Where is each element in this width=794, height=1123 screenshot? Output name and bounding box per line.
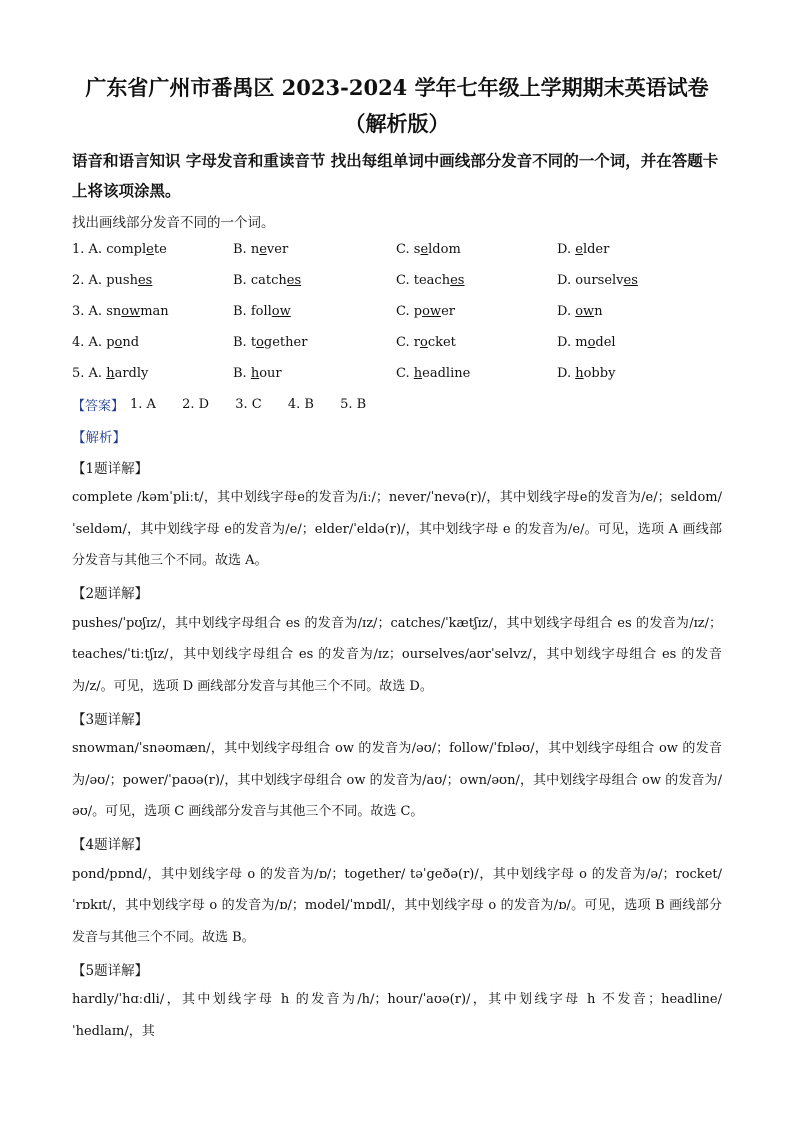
- detail-heading: 【2题详解】: [72, 586, 149, 602]
- answer-item: 2. D: [182, 397, 210, 412]
- option-b: B. follow: [233, 304, 291, 319]
- question-row: [72, 265, 722, 296]
- detail-text: pond/pɒnd/，其中划线字母 o 的发音为/ɒ/；together/ təˈgeðə(r)/，其中划线字母 o 的发音为/ə/；rocket/ˈrɒkɪt/，其中划线字母 o 的发音为/ɒ/；model/ˈmɒdl/，其中划线字母 o 的发音为/ɒ/。可见，选项 B 画线部分发音与其他三个不同。故选 B。: [72, 866, 722, 945]
- answer-item: 1. A: [130, 397, 156, 412]
- option-c: C. power: [396, 304, 455, 319]
- detail-text: snowman/ˈsnəʊmæn/，其中划线字母组合 ow 的发音为/əʊ/；follow/ˈfɒləʊ/，其中划线字母组合 ow 的发音为/əʊ/；power/ˈpaʊə(r)/，其中划线字母组合 ow 的发音为/aʊ/；own/əʊn/，其中划线字母组合 ow 的发音为/əʊ/。可见，选项 C 画线部分发音与其他三个不同。故选 C。: [72, 741, 722, 819]
- answer-item: 3. C: [235, 397, 262, 412]
- question-list: [72, 234, 722, 389]
- detail-heading: 【5题详解】: [72, 962, 149, 979]
- question-row: [72, 296, 722, 327]
- detail-heading: 【1题详解】: [72, 460, 149, 477]
- option-a: 5. A. hardly: [72, 366, 149, 381]
- answer-item: 4. B: [287, 397, 314, 412]
- page-title: 广东省广州市番禺区 2023-2024 学年七年级上学期期末英语试卷（解析版）: [85, 75, 709, 136]
- option-d: D. hobby: [557, 366, 616, 381]
- question-row: [72, 358, 722, 389]
- document-page: [72, 70, 722, 1047]
- detail-text: hardly/ˈhɑːdli/，其中划线字母 h 的发音为/h/；hour/ˈaʊə(r)/，其中划线字母 h 不发音；headline/ˈhedlaɪn/，其: [72, 992, 722, 1039]
- section-heading: 语音和语言知识 字母发音和重读音节 找出每组单词中画线部分发音不同的一个词，并在答题卡上将该项涂黑。: [72, 151, 719, 200]
- option-a: 3. A. snowman: [72, 304, 169, 319]
- detail-text: pushes/ˈpʊʃɪz/，其中划线字母组合 es 的发音为/ɪz/；catches/ˈkætʃɪz/，其中划线字母组合 es 的发音为/ɪz/；teaches/ˈtiːtʃɪz/，其中划线字母组合 es 的发音为/ɪz；ourselves/aʊrˈselvz/，其中划线字母组合 es 的发音为/z/。可见，选项 D 画线部分发音与其他三个不同。故选 D。: [72, 615, 722, 694]
- answer-item: 5. B: [340, 397, 367, 412]
- option-c: C. teaches: [396, 273, 465, 288]
- option-d: D. model: [557, 335, 616, 350]
- option-a: 4. A. pond: [72, 335, 140, 350]
- option-d: D. elder: [557, 242, 610, 257]
- analysis-heading: 【解析】: [72, 429, 126, 446]
- question-row: [72, 327, 722, 358]
- option-c: C. rocket: [396, 335, 456, 350]
- option-a: 1. A. complete: [72, 242, 167, 257]
- option-b: B. catches: [233, 273, 302, 288]
- answer-tag: 【答案】: [72, 399, 125, 414]
- option-b: B. together: [233, 335, 308, 350]
- option-d: D. own: [557, 304, 603, 319]
- answer-line: [72, 389, 722, 420]
- answer-items: [130, 397, 388, 412]
- option-b: B. hour: [233, 366, 282, 381]
- option-a: 2. A. pushes: [72, 273, 153, 288]
- detail-heading: 【3题详解】: [72, 711, 149, 728]
- instruction: 找出画线部分发音不同的一个词。: [72, 215, 275, 231]
- option-d: D. ourselves: [557, 273, 638, 288]
- option-c: C. headline: [396, 366, 471, 381]
- option-c: C. seldom: [396, 242, 461, 257]
- detail-heading: 【4题详解】: [72, 837, 149, 853]
- question-row: [72, 234, 722, 265]
- detail-text: complete /kəmˈpliːt/，其中划线字母e的发音为/iː/；never/ˈnevə(r)/，其中划线字母e的发音为/e/；seldom/ˈseldəm/，其中划线字母 e的发音为/e/；elder/ˈeldə(r)/，其中划线字母 e 的发音为/e/。可见，选项 A 画线部分发音与其他三个不同。故选 A。: [72, 490, 722, 568]
- option-b: B. never: [233, 242, 289, 257]
